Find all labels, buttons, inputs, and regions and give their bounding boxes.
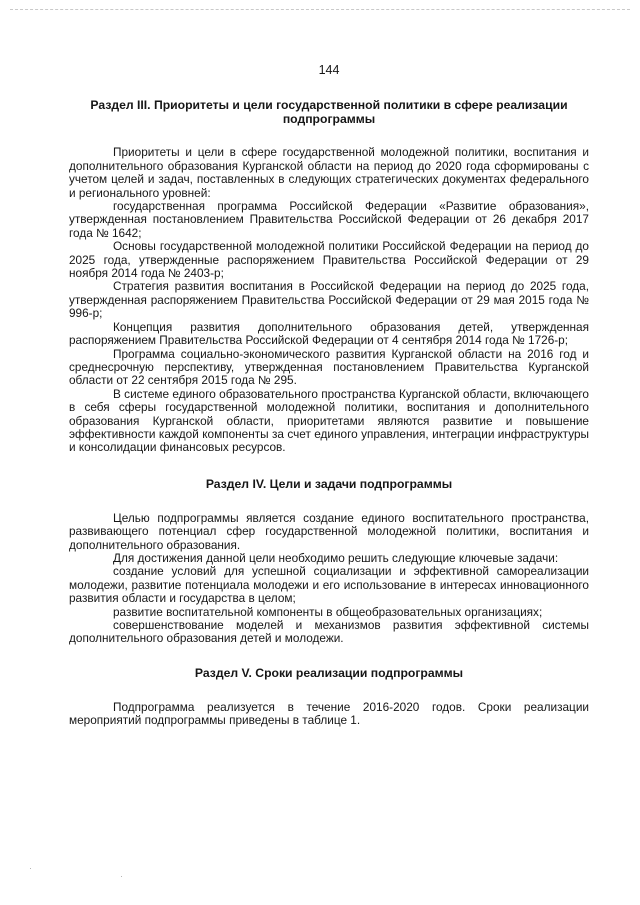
paragraph: Для достижения данной цели необходимо решить следующие ключевые задачи: [113, 550, 559, 565]
paragraph: создание условий для успешной социализации и эффективной самореализации молодежи, развитие потенциала молодежи и его использование в интересах инновационного развития области и государства в целом; [69, 564, 589, 606]
paragraph: Подпрограмма реализуется в течение 2016-2020 годов. Сроки реализации мероприятий подпрограммы приведены в таблице 1. [69, 699, 589, 728]
paragraph: Программа социально-экономического развития Курганской области на 2016 год и среднесрочную перспективу, утвержденная постановлением Правительства Курганской области от 22 сентября 2015 года № 295. [69, 346, 589, 388]
section-5-title: Раздел V. Сроки реализации подпрограммы [194, 665, 464, 680]
section-3-body [69, 146, 589, 454]
section-3-title: Раздел III. Приоритеты и цели государственной политики в сфере реализации подпрограммы [90, 98, 568, 127]
paragraph: Основы государственной молодежной политики Российской Федерации на период до 2025 года, утвержденные распоряжением Правительства Российской Федерации от 29 ноября 2014 года № 2403-р; [69, 239, 589, 281]
paragraph: Целью подпрограммы является создание единого воспитательного пространства, развивающего потенциал сфер государственной молодежной политики, воспитания и дополнительного образования. [69, 510, 589, 552]
scan-speck [30, 868, 31, 869]
page-number: 144 [318, 63, 340, 77]
section-4-title: Раздел IV. Цели и задачи подпрограммы [205, 476, 453, 491]
document-page [69, 64, 589, 728]
paragraph: совершенствование моделей и механизмов развития эффективной системы дополнительного образования детей и молодежи. [69, 618, 589, 646]
paragraph: В системе единого образовательного пространства Курганской области, включающего в себя сферы государственной молодежной политики, воспитания и дополнительного образования Курганской области, приоритетами являются развитие и повышение эффективности каждой компоненты за счет единого управления, интеграции инфраструктуры и консолидации финансовых ресурсов. [69, 386, 589, 455]
paragraph: развитие воспитательной компоненты в общеобразовательных организациях; [113, 604, 543, 619]
section-5-body [69, 701, 589, 728]
paragraph: Стратегия развития воспитания в Российской Федерации на период до 2025 года, утвержденная распоряжением Правительства Российской Федерации от 29 мая 2015 года № 996-р; [69, 279, 589, 321]
paragraph: Концепция развития дополнительного образования детей, утвержденная распоряжением Правительства Российской Федерации от 4 сентября 2014 года № 1726-р; [69, 319, 589, 348]
scan-artifact-line [10, 9, 630, 11]
paragraph: государственная программа Российской Федерации «Развитие образования», утвержденная постановлением Правительства Российской Федерации от 26 декабря 2017 года № 1642; [69, 199, 589, 240]
paragraph: Приоритеты и цели в сфере государственной молодежной политики, воспитания и дополнительного образования Курганской области на период до 2020 года сформированы с учетом целей и задач, поставленных в следующих стратегических документах федерального и регионального уровней: [69, 145, 589, 200]
scan-speck [121, 876, 122, 877]
section-4-body [69, 512, 589, 646]
